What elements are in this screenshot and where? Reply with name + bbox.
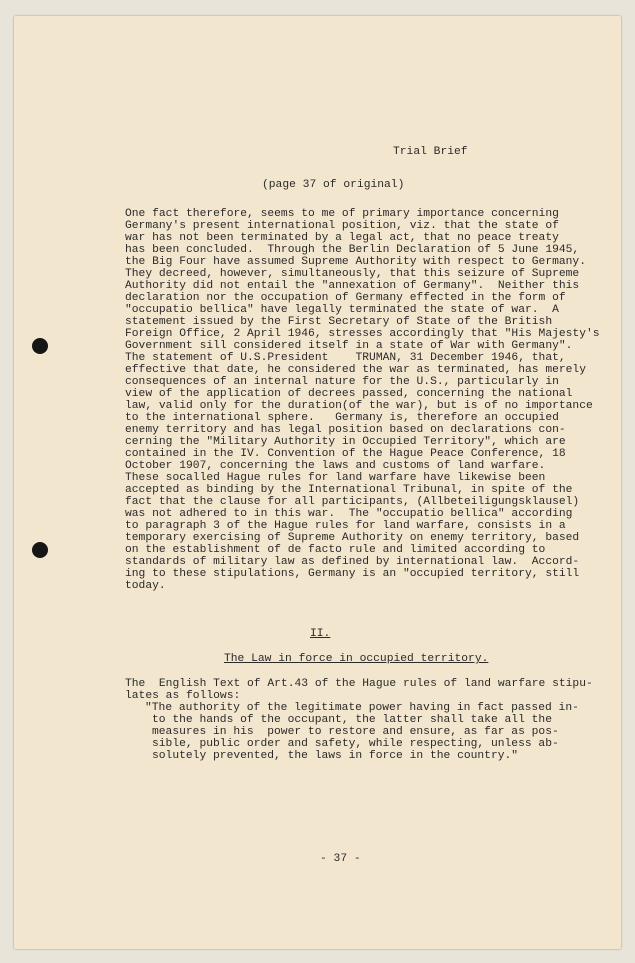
text-line: enemy territory and has legal position based on declarations con- [125,424,566,436]
text-line: ing to these stipulations, Germany is an "occupied territory, still [125,568,580,580]
text-line: accepted as binding by the International Tribunal, in spite of the [125,484,573,496]
text-line: fact that the clause for all participants, (Allbeteiligungsklausel) [125,496,580,508]
page-number: - 37 - [320,853,361,865]
text-line: Foreign Office, 2 April 1946, stresses accordingly that "His Majesty's [125,328,600,340]
quote-line: sible, public order and safety, while respecting, unless ab- [152,738,559,750]
text-line: One fact therefore, seems to me of primary importance concerning [125,208,559,220]
punch-hole-bottom [32,542,48,558]
text-line: Government sill considered itself in a state of War with Germany". [125,340,573,352]
section-title: The Law in force in occupied territory. [224,653,489,665]
text-line: "occupatio bellica" have legally terminated the state of war. A [125,304,559,316]
text-line: declaration nor the occupation of Germany effected in the form of [125,292,566,304]
text-line: They decreed, however, simultaneously, that this seizure of Supreme [125,268,580,280]
text-line: effective that date, he considered the war as terminated, has merely [125,364,586,376]
text-line: to the international sphere. Germany is, therefore an occupied [125,412,559,424]
text-line: was not adhered to in this war. The "occupatio bellica" according [125,508,573,520]
text-line: on the establishment of de facto rule and limited according to [125,544,546,556]
section-number: II. [310,628,331,640]
text-line: Germany's present international position, viz. that the state of [125,220,559,232]
text-line: October 1907, concerning the laws and customs of land warfare. [125,460,546,472]
quote-line: to the hands of the occupant, the latter shall take all the [152,714,552,726]
text-line: war has not been terminated by a legal act, that no peace treaty [125,232,559,244]
text-line: These socalled Hague rules for land warfare have likewise been [125,472,546,484]
quote-line: "The authority of the legitimate power having in fact passed in- [145,702,579,714]
text-line: today. [125,580,166,592]
document-page [14,16,621,949]
text-line: contained in the IV. Convention of the Hague Peace Conference, 18 [125,448,566,460]
text-line: Authority did not entail the "annexation of Germany". Neither this [125,280,580,292]
header-label: Trial Brief [393,146,468,158]
punch-hole-top [32,338,48,354]
text-line: to paragraph 3 of the Hague rules for land warfare, consists in a [125,520,566,532]
text-line: lates as follows: [125,690,241,702]
text-line: has been concluded. Through the Berlin Declaration of 5 June 1945, [125,244,580,256]
text-line: The statement of U.S.President TRUMAN, 31 December 1946, that, [125,352,566,364]
page-note: (page 37 of original) [262,179,405,191]
text-line: view of the application of decrees passed, concerning the national [125,388,573,400]
text-line: the Big Four have assumed Supreme Authority with respect to Germany. [125,256,586,268]
text-line: statement issued by the First Secretary of State of the British [125,316,553,328]
quote-line: solutely prevented, the laws in force in the country." [152,750,519,762]
text-line: law, valid only for the duration(of the war), but is of no importance [125,400,593,412]
text-line: cerning the "Military Authority in Occupied Territory", which are [125,436,566,448]
text-line: The English Text of Art.43 of the Hague rules of land warfare stipu- [125,678,593,690]
text-line: temporary exercising of Supreme Authority on enemy territory, based [125,532,580,544]
text-line: consequences of an internal nature for the U.S., particularly in [125,376,559,388]
quote-line: measures in his power to restore and ensure, as far as pos- [152,726,559,738]
text-line: standards of military law as defined by international law. Accord- [125,556,580,568]
